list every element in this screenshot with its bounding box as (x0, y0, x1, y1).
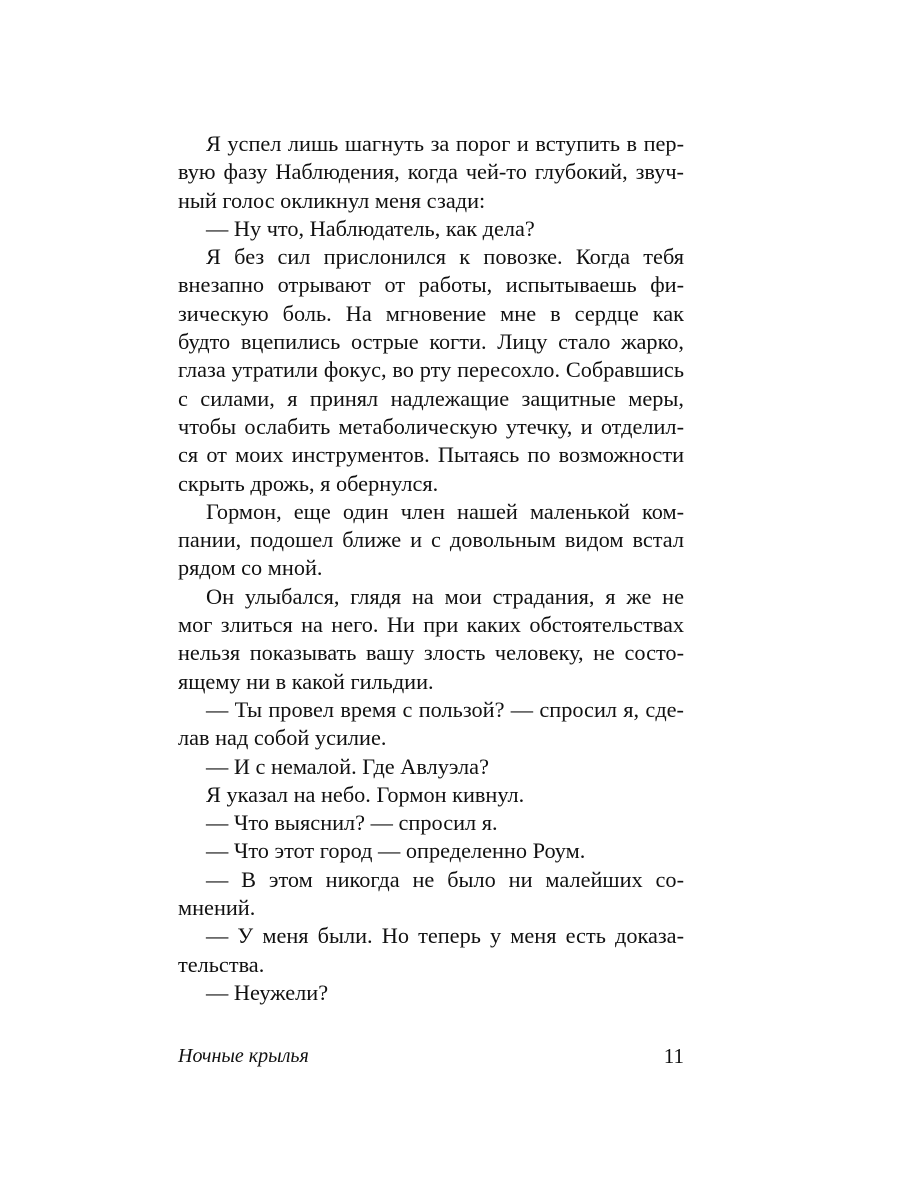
text-line: с силами, я принял надлежащие защитные меры, (178, 385, 684, 411)
running-title: Ночные крылья (178, 1045, 309, 1067)
text-line: лав над собой усилие. (178, 725, 387, 751)
text-line: ный голос окликнул меня сзади: (178, 187, 486, 213)
text-line: скрыть дрожь, я обернулся. (178, 470, 439, 496)
text-line: Он улыбался, глядя на мои страдания, я же не (206, 583, 684, 609)
text-line: будто вцепились острые когти. Лицу стало жарко, (178, 329, 684, 355)
text-line: ся от моих инструментов. Пытаясь по возможности (178, 442, 684, 468)
text-line: зическую боль. На мгновение мне в сердце как (178, 300, 684, 326)
text-line: — И с немалой. Где Авлуэла? (206, 753, 489, 779)
text-line: мог злиться на него. Ни при каких обстоятельствах (178, 612, 684, 638)
page-number: 11 (663, 1044, 684, 1068)
text-line: — Что выяснил? — спросил я. (206, 810, 498, 836)
text-line: мнений. (178, 895, 256, 921)
text-line: Гормон, еще один член нашей маленькой ком- (206, 498, 684, 524)
text-line: внезапно отрывают от работы, испытываешь фи- (178, 272, 684, 298)
text-line: вую фазу Наблюдения, когда чей-то глубокий, звуч- (178, 159, 684, 185)
text-line: — Ты провел время с пользой? — спросил я, сде- (206, 696, 684, 722)
text-line: Я указал на небо. Гормон кивнул. (206, 781, 525, 807)
text-line: — У меня были. Но теперь у меня есть доказа- (206, 923, 684, 949)
text-line: — В этом никогда не было ни малейших со- (206, 866, 684, 892)
text-line: тельства. (178, 951, 265, 977)
text-line: рядом со мной. (178, 555, 323, 581)
text-line: пании, подошел ближе и с довольным видом встал (178, 527, 684, 553)
text-line: — Неужели? (206, 979, 329, 1005)
text-line: — Что этот город — определенно Роум. (206, 838, 586, 864)
text-line: чтобы ослабить метаболическую утечку, и отделил- (178, 413, 684, 439)
text-line: нельзя показывать вашу злость человеку, не состо- (178, 640, 684, 666)
body-text (178, 130, 684, 1007)
text-line: — Ну что, Наблюдатель, как дела? (206, 215, 535, 241)
page-footer (178, 1040, 684, 1072)
text-line: Я без сил прислонился к повозке. Когда тебя (206, 244, 684, 270)
text-line: глаза утратили фокус, во рту пересохло. Собравшись (178, 357, 684, 383)
text-line: Я успел лишь шагнуть за порог и вступить в пер- (206, 131, 684, 156)
text-line: ящему ни в какой гильдии. (178, 668, 434, 694)
